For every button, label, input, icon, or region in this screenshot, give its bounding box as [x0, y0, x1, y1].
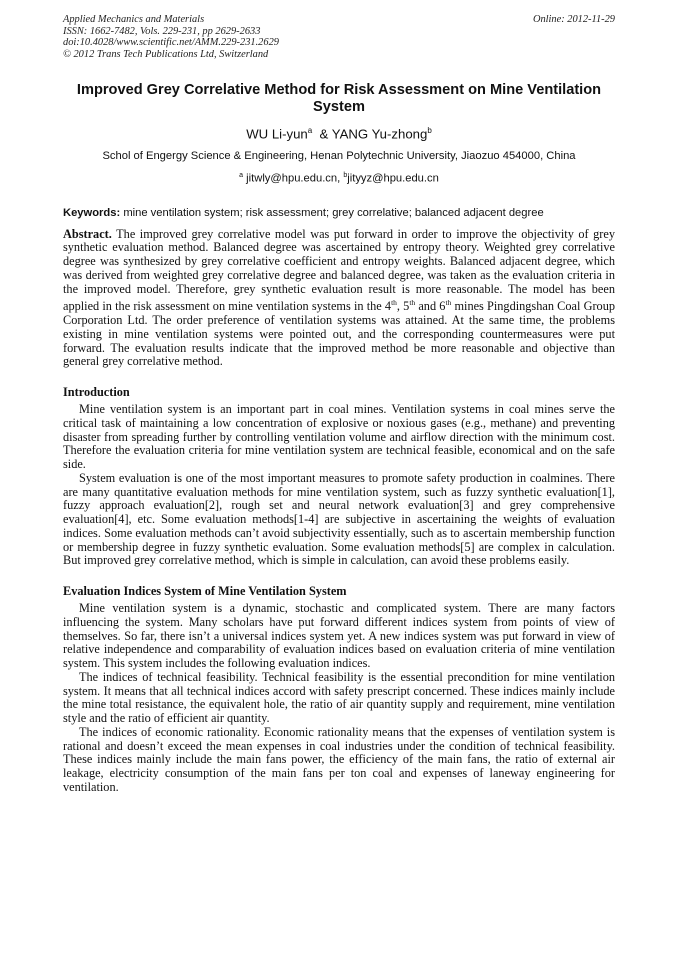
online-date: Online: 2012-11-29 [532, 14, 615, 25]
keywords-label: Keywords: [63, 206, 121, 219]
introduction-paragraph-2: System evaluation is one of the most important measures to promote safety production in coalmines. There are many quantitative evaluation methods for mine ventilation system, such as fuzzy synthetic evaluation[1], fuzzy approach evaluation[2], rough set and neural network evaluation[3] and grey comprehensive evaluation[4], etc. Some evaluation methods[1-4] are subjective in ascertaining the weights of evaluation indices. Some evaluation methods can’t avoid subjectivity essentially, such as to ascertain membership function or membership degree in fuzzy synthetic evaluation. Some evaluation methods[5] are complex in calculation. But improved grey correlative method, which is simple in calculation, can avoid these problems easily. [63, 470, 615, 568]
author-1: WU Li-yun [246, 126, 308, 142]
paper-page [63, 14, 615, 795]
copyright-line: © 2012 Trans Tech Publications Ltd, Switzerland [63, 48, 269, 60]
author-1-affil-mark: a [307, 126, 313, 136]
email-b: jityyz@hpu.edu.cn [347, 172, 439, 185]
keywords [63, 206, 615, 220]
email-a: jitwly@hpu.edu.cn, [246, 172, 341, 185]
evaluation-paragraph-1: Mine ventilation system is a dynamic, stochastic and complicated system. There are many factors influencing the system. Many scholars have put forward different indices system from points of view of themselves. So far, there isn’t a universal indices system yet. A new indices system was put forward in view of relative independence and comparability of evaluation indices based on evaluation criteria of mine ventilation system. This system includes the following evaluation indices. [63, 601, 615, 671]
author-line [63, 123, 615, 142]
email-b-mark: b [343, 171, 348, 179]
abstract-text-3: and 6 [415, 299, 446, 314]
abstract-sup-2: th [409, 298, 416, 308]
abstract-sup-3: th [445, 298, 452, 308]
issn-line: ISSN: 1662-7482, Vols. 229-231, pp 2629-2633 [63, 25, 261, 37]
introduction-heading: Introduction [63, 385, 130, 400]
journal-name: Applied Mechanics and Materials [63, 14, 205, 25]
paper-title: Improved Grey Correlative Method for Risk Assessment on Mine Ventilation System [76, 82, 602, 116]
email-line [63, 169, 615, 186]
evaluation-paragraph-2: The indices of technical feasibility. Technical feasibility is the essential precondition for mine ventilation system. It means that all technical indices accord with safety prescript concerned. These indices mainly include the mine total resistance, the equivalent hole, the ratio of air quantity supply and requirement, mine ventilation style and the ratio of efficient air quantity. [63, 669, 615, 726]
author-2: YANG Yu-zhong [331, 126, 428, 142]
publication-header [63, 14, 615, 60]
affiliation: Schol of Engergy Science & Engineering, Henan Polytechnic University, Jiaozuo 454000, China [102, 149, 576, 162]
keywords-text: mine ventilation system; risk assessment; grey correlative; balanced adjacent degree [123, 206, 544, 219]
email-a-mark: a [239, 171, 244, 179]
introduction-paragraph-1: Mine ventilation system is an important part in coal mines. Ventilation systems in coal mines serve the critical task of maintaining a low concentration of explosive or noxious gases (e.g., methane) and preventing disaster from spreading further by controlling ventilation volume and airflow direction with the minimum cost. Therefore the evaluation criteria for mine ventilation system are technical feasible, economical and on the safe side. [63, 402, 615, 472]
abstract-text-2: , 5 [396, 299, 410, 314]
author-separator: & [319, 126, 329, 142]
abstract-label: Abstract. [63, 226, 112, 241]
evaluation-heading: Evaluation Indices System of Mine Ventilation System [63, 584, 347, 599]
author-2-affil-mark: b [427, 126, 432, 136]
abstract-text-4: mines Pingdingshan Coal Group Corporation Ltd. The order preference of ventilation systems was attained. At the same time, the problems existing in mine ventilation systems were pointed out, and the corresponding countermeasures were put forward. The evaluation results indicate that the improved method be more reasonable and objective than general grey correlative method. [63, 299, 615, 369]
abstract-sup-1: th [391, 298, 397, 308]
doi-line: doi:10.4028/www.scientific.net/AMM.229-231.2629 [63, 37, 279, 49]
evaluation-paragraph-3: The indices of economic rationality. Economic rationality means that the expenses of ventilation system is rational and doesn’t exceed the mean expenses in coal industries under the condition of technical feasibility. These indices mainly include the main fans power, the efficiency of the main fans, the ratio of external air leakage, electricity consumption of the main fans per ton coal and expenses of laneway engineering for ventilation. [63, 724, 615, 794]
abstract [63, 228, 615, 370]
abstract-text-1: The improved grey correlative model was put forward in order to improve the objectivity of grey synthetic evaluation method. Balanced degree was ascertained by entropy theory. Weighted grey correlative degree was synthesized by grey correlative coefficient and entropy weights. Balanced adjacent degree, which was derived from weighted grey correlative degree and balanced degree, was taken as the evaluation criteria in the improved model. Therefore, grey synthetic evaluation result is more reasonable. The model has been applied in the risk assessment on mine ventilation systems in the 4 [63, 226, 615, 314]
